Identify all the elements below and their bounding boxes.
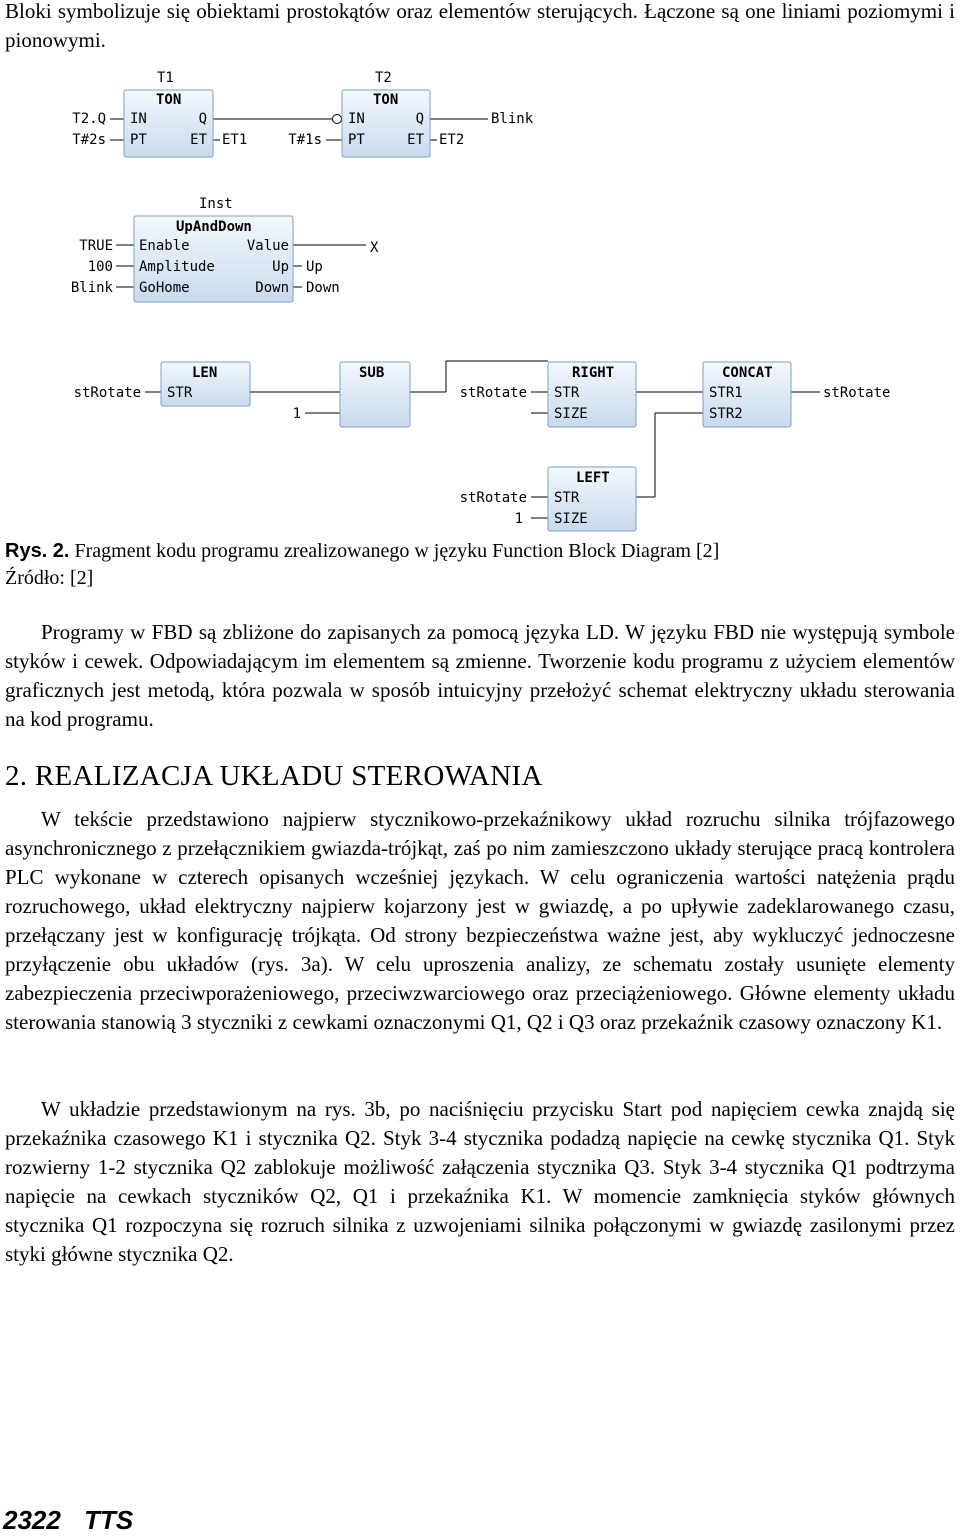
var-in1-len: stRotate (73, 385, 141, 401)
pin-out1-upanddown: Value (246, 238, 289, 254)
function-block-t1 (124, 70, 213, 157)
pin-in2-right: SIZE (554, 406, 588, 422)
var-in1-right: stRotate (459, 385, 527, 401)
paragraph-intro-control: W tekście przedstawiono najpierw stycznikowo-przekaźnikowy układ rozruchu silnika trójfazowego asynchronicznego z przełącznikiem gwiazda-trójkąt, zaś po nim zamieszczono układy sterujące pracą kontrolera PLC wykonane w czterech opisanych wcześniej językach. W celu ograniczenia wartości natężenia prądu rozruchowego, układ elektryczny najpierw kojarzony jest w gwiazdę, a po upływie zadeklarowanego czasu, przełączany jest w konfigurację trójkąta. Od strony bezpieczeństwa ważne jest, aby wykluczyć jednoczesne przyłączenie obu układów (rys. 3a). W celu uproszenia analizy, ze schematu zostały usunięte elementy zabezpieczenia przeciwporażeniowego, przeciwzwarciowego oraz przeciążeniowego. Główne elementy układu sterowania stanowią 3 styczniki z cewkami oznaczonymi Q1, Q2 i Q3 oraz przekaźnik czasowy oznaczony K1. (5, 807, 955, 1034)
figure-source: Źródło: [2] (5, 567, 94, 589)
var-out3-upanddown: Down (306, 280, 340, 296)
function-block-sub (340, 362, 410, 427)
figure-caption (5, 538, 719, 592)
var-in2-t1: T#2s (72, 132, 106, 148)
pin-in1-t2: IN (348, 111, 365, 127)
block-type-upanddown: UpAndDown (176, 219, 252, 235)
var-out1-concat: stRotate (823, 385, 891, 401)
var-out2-t1: ET1 (222, 132, 248, 148)
figure-number: Rys. 2. (5, 540, 70, 562)
pin-out1-t2: Q (415, 111, 424, 127)
block-type-len: LEN (192, 365, 218, 381)
block-type-t2: TON (373, 92, 399, 108)
function-block-right (548, 362, 636, 427)
instance-name-inst: Inst (199, 196, 233, 212)
pin-out1-t1: Q (198, 111, 207, 127)
var-in2-t2: T#1s (288, 132, 322, 148)
function-block-t2 (342, 70, 430, 157)
var-out1-upanddown: X (370, 240, 379, 256)
function-block-upanddown (134, 196, 293, 302)
block-type-left: LEFT (576, 470, 610, 486)
var-out2-t2: ET2 (439, 132, 465, 148)
var-in3-upanddown: Blink (70, 280, 113, 296)
fbd-diagram (0, 62, 960, 536)
pin-out3-upanddown: Down (255, 280, 289, 296)
section-heading: 2. REALIZACJA UKŁADU STEROWANIA (5, 760, 543, 792)
pin-out2-upanddown: Up (272, 259, 289, 275)
var-in1-left: stRotate (459, 490, 527, 506)
var-in2-left: 1 (514, 511, 523, 527)
pin-in1-t1: IN (130, 111, 147, 127)
pin-out2-t1: ET (190, 132, 207, 148)
var-in2-sub: 1 (292, 406, 301, 422)
page-footer: 2322 TTS (3, 1505, 134, 1535)
pin-in2-concat: STR2 (709, 406, 743, 422)
pin-in2-left: SIZE (554, 511, 588, 527)
block-type-concat: CONCAT (722, 365, 773, 381)
block-type-sub: SUB (359, 365, 385, 381)
var-out2-upanddown: Up (306, 259, 323, 275)
figure-caption-text: Fragment kodu programu zrealizowanego w języku Function Block Diagram [2] (69, 540, 720, 562)
block-type-right: RIGHT (572, 365, 615, 381)
var-out1-t2: Blink (491, 111, 534, 127)
function-block-len (161, 362, 250, 406)
intro-text: Bloki symbolizuje się obiektami prostokątów oraz elementów sterujących. Łączone są one liniami poziomymi i pionowymi. (5, 0, 955, 52)
var-in2-upanddown: 100 (87, 259, 113, 275)
pin-in2-upanddown: Amplitude (139, 259, 215, 275)
pin-in1-right: STR (554, 385, 580, 401)
var-in1-t1: T2.Q (72, 111, 106, 127)
var-in1-upanddown: TRUE (79, 238, 113, 254)
instance-name-t1: T1 (157, 70, 174, 86)
pin-in1-upanddown: Enable (139, 238, 190, 254)
pin-in1-left: STR (554, 490, 580, 506)
pin-in1-concat: STR1 (709, 385, 743, 401)
block-type-t1: TON (156, 92, 182, 108)
pin-out2-t2: ET (407, 132, 424, 148)
paragraph-rys3b: W układzie przedstawionym na rys. 3b, po naciśnięciu przycisku Start pod napięciem cewka znajdą się przekaźnika czasowego K1 i stycznika Q2. Styk 3-4 stycznika podadzą napięcie na cewkę stycznika Q1. Styk rozwierny 1-2 stycznika Q2 zablokuje możliwość załączenia stycznika Q3. Styk 3-4 stycznika Q1 podtrzyma napięcie na cewkach styczników Q2, Q1 i przekaźnika K1. W momencie zamknięcia styków głównych stycznika Q1 rozpoczyna się rozruch silnika z uzwojeniami silnika połączonymi w gwiazdę zasilonymi przez styki główne stycznika Q2. (5, 1097, 955, 1266)
function-block-left (548, 467, 636, 531)
pin-in3-upanddown: GoHome (139, 280, 190, 296)
instance-name-t2: T2 (375, 70, 392, 86)
function-block-concat (703, 362, 791, 427)
pin-in2-t2: PT (348, 132, 365, 148)
pin-in2-t1: PT (130, 132, 147, 148)
pin-in1-len: STR (167, 385, 193, 401)
paragraph-fbd: Programy w FBD są zbliżone do zapisanych za pomocą języka LD. W języku FBD nie występują symbole styków i cewek. Odpowiadającym im elementem są zmienne. Tworzenie kodu programu z użyciem elementów graficznych jest metodą, która pozwala w sposób intuicyjny przełożyć schemat elektryczny układu sterowania na kod programu. (5, 620, 955, 731)
